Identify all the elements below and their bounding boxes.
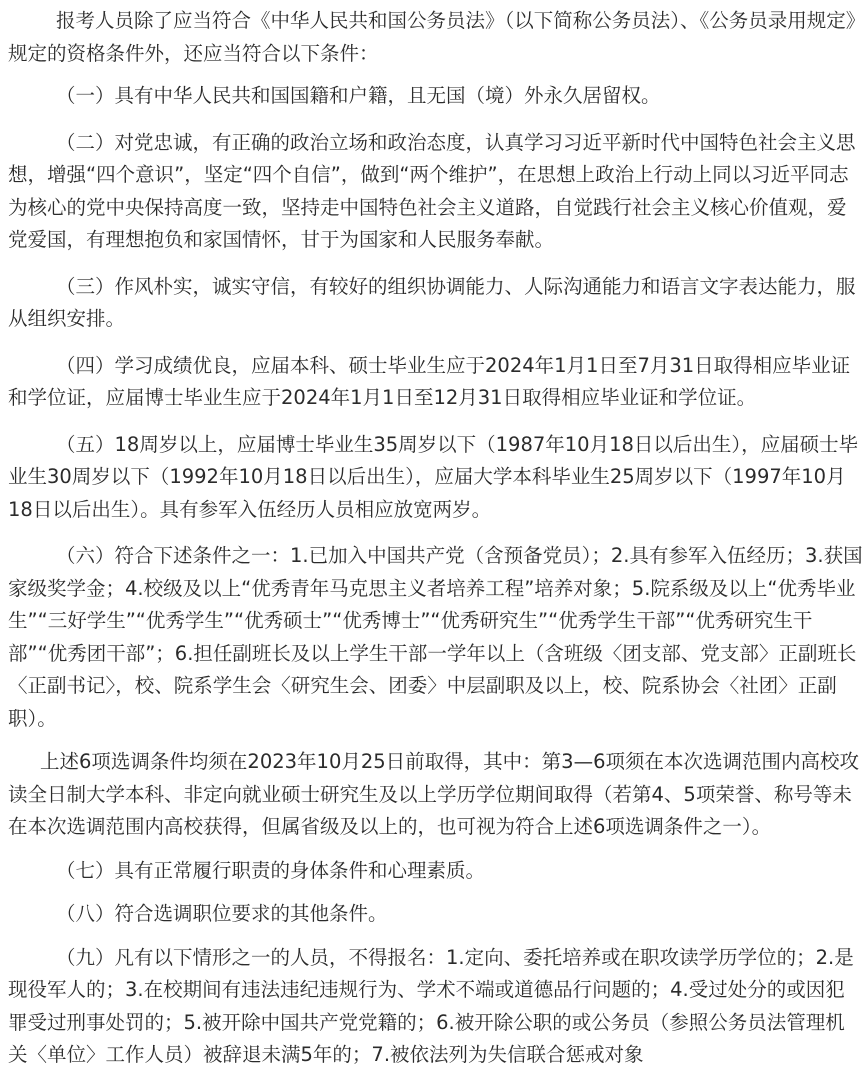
intro-paragraph: 报考人员除了应当符合《中华人民共和国公务员法》（以下简称公务员法）、《公务员录用规定》规定的资格条件外，还应当符合以下条件：	[8, 9, 856, 65]
condition-3: （三）作风朴实，诚实守信，有较好的组织协调能力、人际沟通能力和语言文字表达能力，服从组织安排。	[8, 274, 856, 330]
condition-8: （八）符合选调职位要求的其他条件。	[56, 902, 388, 925]
condition-6: （六）符合下述条件之一：1.已加入中国共产党（含预备党员）；2.具有参军入伍经历；3.获国家级奖学金；4.校级及以上“优秀青年马克思主义者培养工程”培养对象；5.院系级及以上“优秀毕业生”“三好学生”“优秀学生”“优秀硕士”“优秀博士”“优秀研究生”“优秀学生干部”“优秀研究生干部”“优秀团干部”；6.担任副班长及以上学生干部一学年以上（含班级〈团支部、党支部〉正副班长〈正副书记〉，校、院系学生会〈研究生会、团委〉中层副职及以上，校、院系协会〈社团〉正副职）。	[8, 544, 863, 730]
condition-7: （七）具有正常履行职责的身体条件和心理素质。	[56, 858, 486, 882]
condition-4: （四）学习成绩优良，应届本科、硕士毕业生应于2024年1月1日至7月31日取得相应毕业证和学位证，应届博士毕业生应于2024年1月1日至12月31日取得相应毕业证和学位证。	[8, 353, 851, 409]
condition-1: （一）具有中华人民共和国国籍和户籍，且无国（境）外永久居留权。	[56, 84, 661, 107]
condition-2: （二）对党忠诚，有正确的政治立场和政治态度，认真学习习近平新时代中国特色社会主义思想，增强“四个意识”，坚定“四个自信”，做到“两个维护”，在思想上政治上行动上同以习近平同志为核心的党中央保持高度一致，坚持走中国特色社会主义道路，自觉践行社会主义核心价值观，爱党爱国，有理想抱负和家国情怀，甘于为国家和人民服务奉献。	[8, 130, 856, 251]
condition-note: 上述6项选调条件均须在2023年10月25日前取得，其中：第3—6项须在本次选调范围内高校攻读全日制大学本科、非定向就业硕士研究生及以上学历学位期间取得（若第4、5项荣誉、称号等未在本次选调范围内高校获得，但属省级及以上的，也可视为符合上述6项选调条件之一）。	[8, 750, 859, 838]
condition-5: （五）18周岁以上，应届博士毕业生35周岁以下（1987年10月18日以后出生），应届硕士毕业生30周岁以下（1992年10月18日以后出生），应届大学本科毕业生25周岁以下（1997年10月18日以后出生）。具有参军入伍经历人员相应放宽两岁。	[8, 432, 859, 521]
condition-9: （九）凡有以下情形之一的人员，不得报名：1.定向、委托培养或在职攻读学历学位的；2.是现役军人的；3.在校期间有违法违纪违规行为、学术不端或道德品行问题的；4.受过处分的或因犯罪受过刑事处罚的；5.被开除中国共产党党籍的；6.被开除公职的或公务员（参照公务员法管理机关〈单位〉工作人员）被辞退未满5年的；7.被依法列为失信联合惩戒对象	[8, 945, 854, 1066]
